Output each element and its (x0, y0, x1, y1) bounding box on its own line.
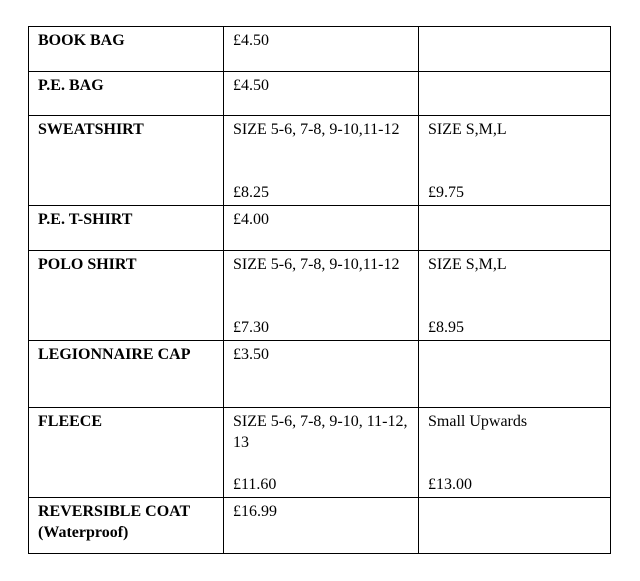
item-price: £16.99 (224, 498, 419, 554)
item-name: P.E. BAG (29, 72, 224, 116)
item-price: £4.00 (224, 206, 419, 251)
uniform-price-table (28, 26, 611, 554)
item-name: FLEECE (29, 408, 224, 498)
child-size-cell (224, 251, 419, 341)
empty-cell (419, 72, 611, 116)
empty-cell (419, 206, 611, 251)
table-row (29, 341, 611, 408)
size-range: SIZE S,M,L (428, 256, 507, 273)
item-name: BOOK BAG (29, 27, 224, 72)
child-size-cell (224, 408, 419, 498)
empty-cell (419, 341, 611, 408)
item-name: SWEATSHIRT (29, 116, 224, 206)
size-range: SIZE 5-6, 7-8, 9-10, 11-12, 13 (233, 413, 408, 451)
table-row (29, 498, 611, 554)
size-range: SIZE 5-6, 7-8, 9-10,11-12 (233, 121, 400, 138)
table-row (29, 27, 611, 72)
size-range: SIZE 5-6, 7-8, 9-10,11-12 (233, 256, 400, 273)
item-price: £3.50 (224, 341, 419, 408)
item-price: £7.30 (233, 319, 269, 336)
item-price: £4.50 (224, 27, 419, 72)
item-name: REVERSIBLE COAT (Waterproof) (29, 498, 224, 554)
child-size-cell (224, 116, 419, 206)
item-name: POLO SHIRT (29, 251, 224, 341)
item-price: £11.60 (233, 476, 277, 493)
adult-size-cell (419, 408, 611, 498)
table-row (29, 206, 611, 251)
size-range: Small Upwards (428, 413, 528, 430)
item-price: £13.00 (428, 476, 472, 493)
adult-size-cell (419, 116, 611, 206)
empty-cell (419, 27, 611, 72)
item-name: P.E. T-SHIRT (29, 206, 224, 251)
size-range: SIZE S,M,L (428, 121, 507, 138)
item-price: £4.50 (224, 72, 419, 116)
table-row (29, 116, 611, 206)
empty-cell (419, 498, 611, 554)
table-row (29, 408, 611, 498)
item-price: £9.75 (428, 184, 464, 201)
item-price: £8.25 (233, 184, 269, 201)
item-price: £8.95 (428, 319, 464, 336)
item-name: LEGIONNAIRE CAP (29, 341, 224, 408)
adult-size-cell (419, 251, 611, 341)
table-row (29, 72, 611, 116)
table-row (29, 251, 611, 341)
